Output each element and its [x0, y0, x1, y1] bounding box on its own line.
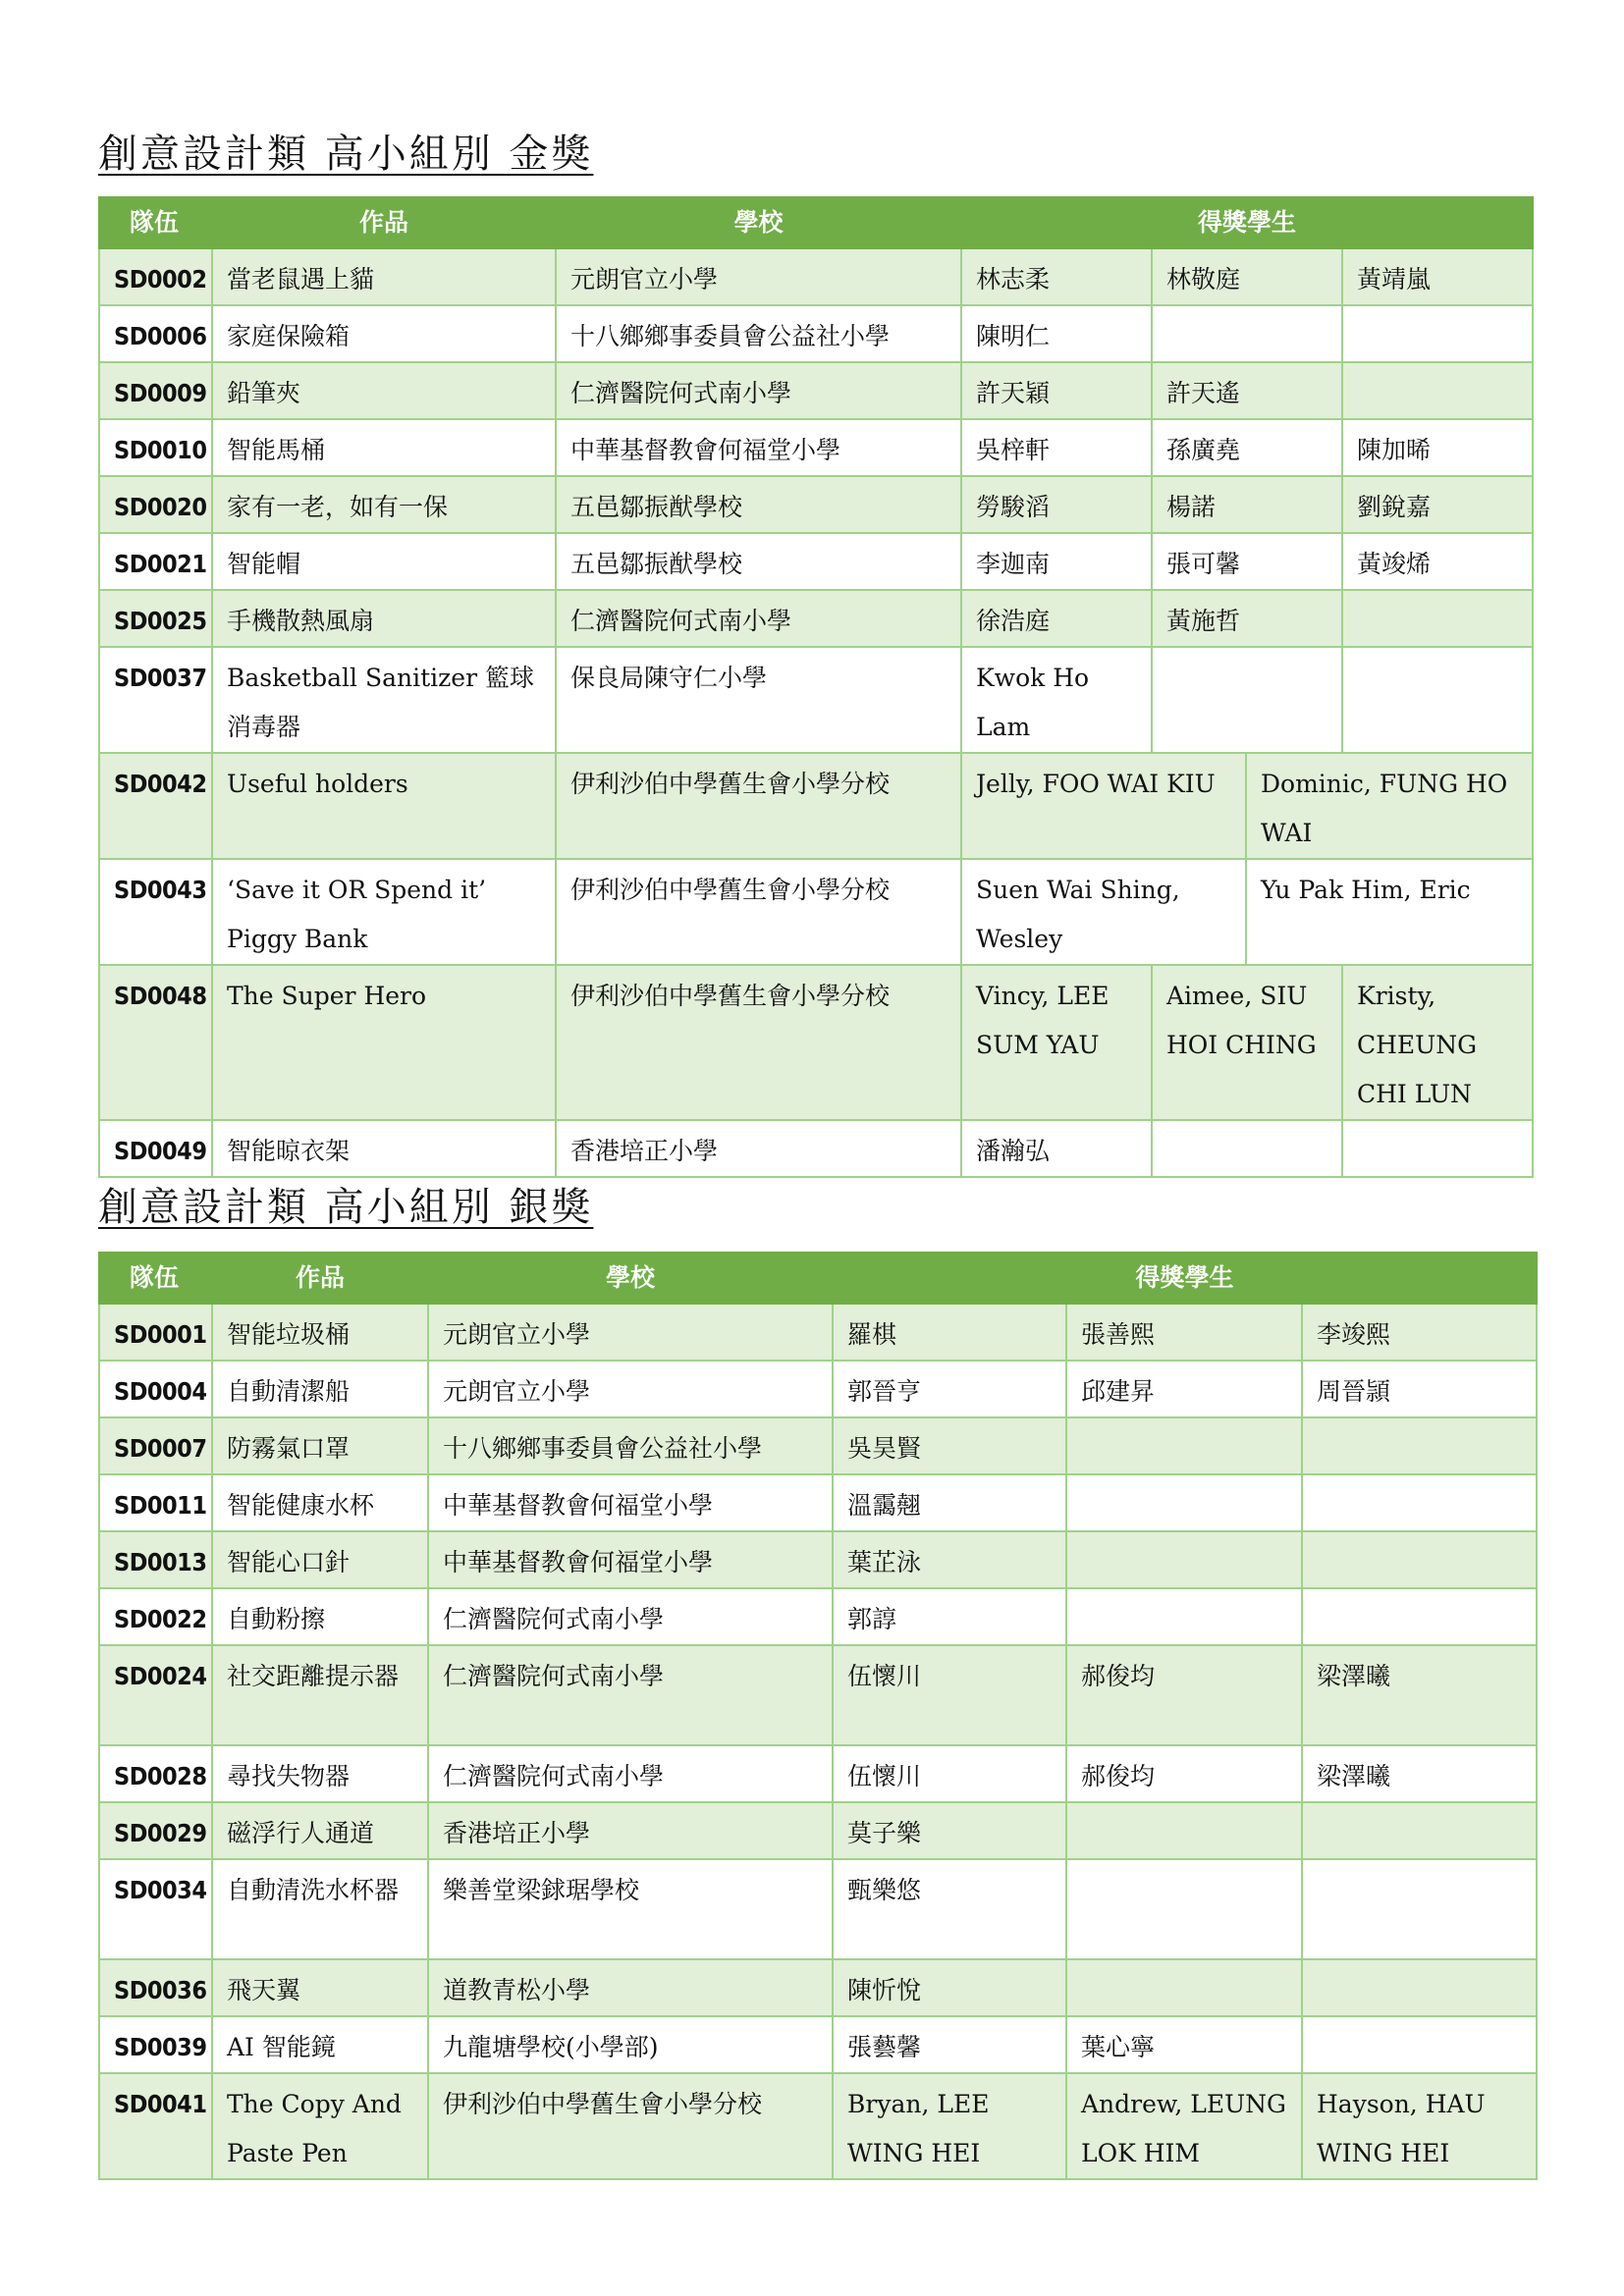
- student-2: 楊諾: [1152, 476, 1342, 533]
- student-2: [1152, 1120, 1342, 1177]
- team-id: SD0021: [99, 533, 212, 590]
- student-2: Dominic, FUNG HO WAI: [1246, 753, 1533, 859]
- work-name: 家庭保險箱: [212, 305, 556, 362]
- school-name: 元朗官立小學: [556, 248, 961, 305]
- student-2: 許天遙: [1152, 362, 1342, 419]
- team-id: SD0010: [99, 419, 212, 476]
- student-1: 許天穎: [961, 362, 1152, 419]
- student-3: Hayson, HAU WING HEI: [1302, 2073, 1537, 2179]
- table-row: [99, 419, 1533, 476]
- team-id: SD0011: [99, 1474, 212, 1531]
- team-id: SD0009: [99, 362, 212, 419]
- header-school: 學校: [556, 197, 961, 248]
- team-id: SD0036: [99, 1959, 212, 2016]
- work-name: 當老鼠遇上貓: [212, 248, 556, 305]
- school-name: 十八鄉鄉事委員會公益社小學: [556, 305, 961, 362]
- work-name: 智能馬桶: [212, 419, 556, 476]
- student-2: Yu Pak Him, Eric: [1246, 859, 1533, 965]
- header-school: 學校: [428, 1253, 833, 1304]
- team-id: SD0039: [99, 2016, 212, 2073]
- silver-awards-table: [98, 1252, 1538, 2180]
- school-name: 伊利沙伯中學舊生會小學分校: [556, 859, 961, 965]
- school-name: 伊利沙伯中學舊生會小學分校: [556, 753, 961, 859]
- student-3: [1302, 2016, 1537, 2073]
- work-name: 飛天翼: [212, 1959, 428, 2016]
- school-name: 仁濟醫院何式南小學: [556, 362, 961, 419]
- team-id: SD0004: [99, 1361, 212, 1417]
- work-name: 自動清潔船: [212, 1361, 428, 1417]
- table-row: [99, 1474, 1537, 1531]
- header-work: 作品: [212, 197, 556, 248]
- student-1: 勞駿滔: [961, 476, 1152, 533]
- student-1: 溫靄翹: [833, 1474, 1066, 1531]
- work-name: 手機散熱風扇: [212, 590, 556, 647]
- student-3: 周晉頴: [1302, 1361, 1537, 1417]
- student-1: Jelly, FOO WAI KIU: [961, 753, 1246, 859]
- table-row: [99, 476, 1533, 533]
- student-1: Bryan, LEE WING HEI: [833, 2073, 1066, 2179]
- school-name: 九龍塘學校(小學部): [428, 2016, 833, 2073]
- student-2: 張善熙: [1066, 1304, 1302, 1361]
- student-3: 梁澤曦: [1302, 1745, 1537, 1802]
- student-3: [1302, 1859, 1537, 1959]
- student-3: [1302, 1588, 1537, 1645]
- table-row: [99, 362, 1533, 419]
- gold-awards-table: [98, 196, 1534, 1178]
- table-row: [99, 1361, 1537, 1417]
- table-row: [99, 2016, 1537, 2073]
- student-2: Andrew, LEUNG LOK HIM: [1066, 2073, 1302, 2179]
- work-name: 社交距離提示器: [212, 1645, 428, 1745]
- student-2: [1066, 1802, 1302, 1859]
- school-name: 伊利沙伯中學舊生會小學分校: [428, 2073, 833, 2179]
- student-3: [1302, 1959, 1537, 2016]
- student-3: 梁澤曦: [1302, 1645, 1537, 1745]
- school-name: 香港培正小學: [428, 1802, 833, 1859]
- student-1: 吳昊賢: [833, 1417, 1066, 1474]
- work-name: Basketball Sanitizer 籃球消毒器: [212, 647, 556, 753]
- student-2: [1152, 305, 1342, 362]
- table-row: [99, 1304, 1537, 1361]
- student-2: 張可馨: [1152, 533, 1342, 590]
- school-name: 保良局陳守仁小學: [556, 647, 961, 753]
- student-2: 葉心寧: [1066, 2016, 1302, 2073]
- table-row: [99, 965, 1533, 1120]
- school-name: 五邑鄒振猷學校: [556, 533, 961, 590]
- team-id: SD0028: [99, 1745, 212, 1802]
- student-2: 邱建昇: [1066, 1361, 1302, 1417]
- student-1: 林志柔: [961, 248, 1152, 305]
- student-1: 羅棋: [833, 1304, 1066, 1361]
- team-id: SD0001: [99, 1304, 212, 1361]
- school-name: 十八鄉鄉事委員會公益社小學: [428, 1417, 833, 1474]
- table-row: [99, 1120, 1533, 1177]
- school-name: 仁濟醫院何式南小學: [428, 1645, 833, 1745]
- table-row: [99, 590, 1533, 647]
- silver-section-title: 創意設計類 高小組別 銀獎: [98, 1185, 594, 1230]
- student-2: [1152, 647, 1342, 753]
- student-3: [1342, 305, 1533, 362]
- student-1: 李迦南: [961, 533, 1152, 590]
- work-name: 智能健康水杯: [212, 1474, 428, 1531]
- table-row: [99, 1645, 1537, 1745]
- table-row: [99, 1531, 1537, 1588]
- student-1: Kwok Ho Lam: [961, 647, 1152, 753]
- student-1: 張藝馨: [833, 2016, 1066, 2073]
- student-3: [1342, 647, 1533, 753]
- student-3: 陳加晞: [1342, 419, 1533, 476]
- team-id: SD0002: [99, 248, 212, 305]
- student-3: [1302, 1474, 1537, 1531]
- student-3: 黃靖嵐: [1342, 248, 1533, 305]
- student-1: 伍懷川: [833, 1745, 1066, 1802]
- table-row: [99, 305, 1533, 362]
- school-name: 仁濟醫院何式南小學: [428, 1745, 833, 1802]
- header-work: 作品: [212, 1253, 428, 1304]
- student-1: 郭晉亨: [833, 1361, 1066, 1417]
- work-name: The Super Hero: [212, 965, 556, 1120]
- team-id: SD0020: [99, 476, 212, 533]
- header-students: 得獎學生: [833, 1253, 1537, 1304]
- school-name: 中華基督教會何福堂小學: [556, 419, 961, 476]
- school-name: 中華基督教會何福堂小學: [428, 1474, 833, 1531]
- table-row: [99, 1859, 1537, 1959]
- student-1: Suen Wai Shing, Wesley: [961, 859, 1246, 965]
- student-1: 莫子樂: [833, 1802, 1066, 1859]
- table-row: [99, 248, 1533, 305]
- student-3: [1302, 1417, 1537, 1474]
- student-2: Aimee, SIU HOI CHING: [1152, 965, 1342, 1120]
- student-2: [1066, 1959, 1302, 2016]
- team-id: SD0007: [99, 1417, 212, 1474]
- work-name: 自動粉擦: [212, 1588, 428, 1645]
- student-3: [1342, 590, 1533, 647]
- student-3: 李竣熙: [1302, 1304, 1537, 1361]
- school-name: 五邑鄒振猷學校: [556, 476, 961, 533]
- student-1: 伍懷川: [833, 1645, 1066, 1745]
- work-name: 智能垃圾桶: [212, 1304, 428, 1361]
- student-2: 郝俊均: [1066, 1645, 1302, 1745]
- header-students: 得獎學生: [961, 197, 1533, 248]
- team-id: SD0024: [99, 1645, 212, 1745]
- team-id: SD0041: [99, 2073, 212, 2179]
- student-3: 黃竣烯: [1342, 533, 1533, 590]
- work-name: The Copy And Paste Pen: [212, 2073, 428, 2179]
- team-id: SD0049: [99, 1120, 212, 1177]
- student-2: [1066, 1588, 1302, 1645]
- student-2: [1066, 1474, 1302, 1531]
- student-2: 黃施哲: [1152, 590, 1342, 647]
- table-row: [99, 753, 1533, 859]
- student-3: [1302, 1802, 1537, 1859]
- team-id: SD0037: [99, 647, 212, 753]
- school-name: 中華基督教會何福堂小學: [428, 1531, 833, 1588]
- student-2: [1066, 1417, 1302, 1474]
- school-name: 樂善堂梁銶琚學校: [428, 1859, 833, 1959]
- table-row: [99, 859, 1533, 965]
- work-name: 鉛筆夾: [212, 362, 556, 419]
- school-name: 仁濟醫院何式南小學: [556, 590, 961, 647]
- student-2: 孫廣堯: [1152, 419, 1342, 476]
- student-1: 陳忻悅: [833, 1959, 1066, 2016]
- student-1: 郭諄: [833, 1588, 1066, 1645]
- team-id: SD0042: [99, 753, 212, 859]
- work-name: 尋找失物器: [212, 1745, 428, 1802]
- school-name: 元朗官立小學: [428, 1361, 833, 1417]
- student-1: 吳梓軒: [961, 419, 1152, 476]
- team-id: SD0029: [99, 1802, 212, 1859]
- work-name: Useful holders: [212, 753, 556, 859]
- student-3: [1342, 362, 1533, 419]
- table-row: [99, 647, 1533, 753]
- table-row: [99, 1588, 1537, 1645]
- work-name: AI 智能鏡: [212, 2016, 428, 2073]
- work-name: 智能心口針: [212, 1531, 428, 1588]
- team-id: SD0034: [99, 1859, 212, 1959]
- header-team: 隊伍: [99, 1253, 212, 1304]
- school-name: 伊利沙伯中學舊生會小學分校: [556, 965, 961, 1120]
- student-3: Kristy, CHEUNG CHI LUN: [1342, 965, 1533, 1120]
- student-2: 郝俊均: [1066, 1745, 1302, 1802]
- table-row: [99, 1745, 1537, 1802]
- team-id: SD0022: [99, 1588, 212, 1645]
- school-name: 道教青松小學: [428, 1959, 833, 2016]
- table-row: [99, 533, 1533, 590]
- student-3: [1342, 1120, 1533, 1177]
- student-2: [1066, 1859, 1302, 1959]
- student-3: [1302, 1531, 1537, 1588]
- student-1: 潘瀚弘: [961, 1120, 1152, 1177]
- school-name: 元朗官立小學: [428, 1304, 833, 1361]
- work-name: 家有一老，如有一保: [212, 476, 556, 533]
- gold-section-title: 創意設計類 高小組別 金獎: [98, 132, 594, 177]
- student-1: 徐浩庭: [961, 590, 1152, 647]
- work-name: ‘Save it OR Spend it’ Piggy Bank: [212, 859, 556, 965]
- school-name: 仁濟醫院何式南小學: [428, 1588, 833, 1645]
- team-id: SD0025: [99, 590, 212, 647]
- student-2: [1066, 1531, 1302, 1588]
- table-row: [99, 1802, 1537, 1859]
- team-id: SD0013: [99, 1531, 212, 1588]
- student-2: 林敬庭: [1152, 248, 1342, 305]
- work-name: 磁浮行人通道: [212, 1802, 428, 1859]
- table-row: [99, 1959, 1537, 2016]
- team-id: SD0006: [99, 305, 212, 362]
- team-id: SD0048: [99, 965, 212, 1120]
- table-row: [99, 1417, 1537, 1474]
- work-name: 智能帽: [212, 533, 556, 590]
- school-name: 香港培正小學: [556, 1120, 961, 1177]
- work-name: 智能晾衣架: [212, 1120, 556, 1177]
- student-1: 葉芷泳: [833, 1531, 1066, 1588]
- work-name: 防霧氣口罩: [212, 1417, 428, 1474]
- student-1: 陳明仁: [961, 305, 1152, 362]
- table-row: [99, 2073, 1537, 2179]
- student-1: 甄樂悠: [833, 1859, 1066, 1959]
- student-3: 劉銳嘉: [1342, 476, 1533, 533]
- team-id: SD0043: [99, 859, 212, 965]
- work-name: 自動清洗水杯器: [212, 1859, 428, 1959]
- header-team: 隊伍: [99, 197, 212, 248]
- student-1: Vincy, LEE SUM YAU: [961, 965, 1152, 1120]
